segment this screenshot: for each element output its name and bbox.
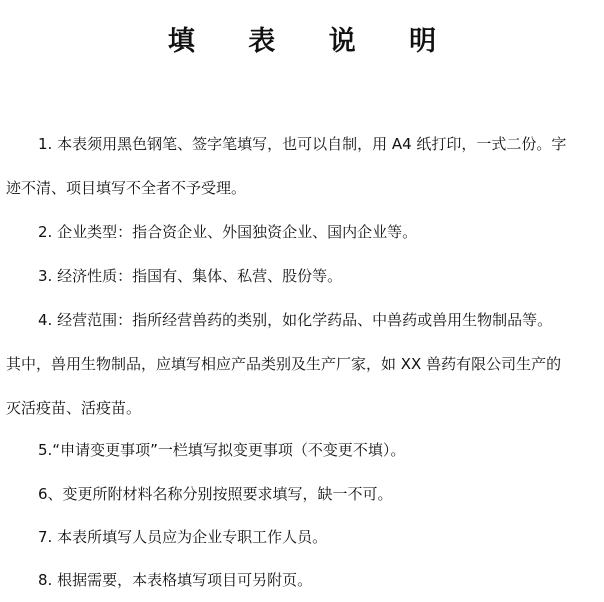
- paragraph-line: 6、变更所附材料名称分别按照要求填写，缺一不可。: [38, 485, 393, 503]
- paragraph-line: 4. 经营范围：指所经营兽药的类别，如化学药品、中兽药或兽用生物制品等。: [38, 311, 553, 329]
- paragraph-line: 2. 企业类型：指合资企业、外国独资企业、国内企业等。: [38, 223, 418, 241]
- paragraph-line: 迹不清、项目填写不全者不予受理。: [6, 179, 247, 197]
- instruction-paragraph-3: [6, 254, 598, 298]
- paragraph-line: 其中，兽用生物制品，应填写相应产品类别及生产厂家，如 XX 兽药有限公司生产的: [6, 355, 562, 373]
- instruction-paragraph-1: [6, 122, 598, 210]
- paragraph-line: 7. 本表所填写人员应为企业专职工作人员。: [38, 528, 328, 546]
- instruction-paragraph-5: [6, 428, 598, 472]
- instruction-paragraph-7: [6, 515, 598, 559]
- paragraph-line: 灭活疫苗、活疫苗。: [6, 399, 142, 417]
- paragraph-line: 8. 根据需要，本表格填写项目可另附页。: [38, 571, 313, 589]
- instruction-paragraph-6: [6, 472, 598, 516]
- paragraph-line: 3. 经济性质：指国有、集体、私营、股份等。: [38, 267, 343, 285]
- paragraph-line: 1. 本表须用黑色钢笔、签字笔填写，也可以自制，用 A4 纸打印，一式二份。字: [38, 135, 567, 153]
- instruction-paragraph-4: [6, 298, 598, 430]
- page-title: 填 表 说 明: [167, 26, 459, 57]
- instruction-paragraph-8: [6, 558, 598, 602]
- paragraph-line: 5.“申请变更事项”一栏填写拟变更事项（不变更不填）。: [38, 441, 406, 459]
- instruction-paragraph-2: [6, 210, 598, 254]
